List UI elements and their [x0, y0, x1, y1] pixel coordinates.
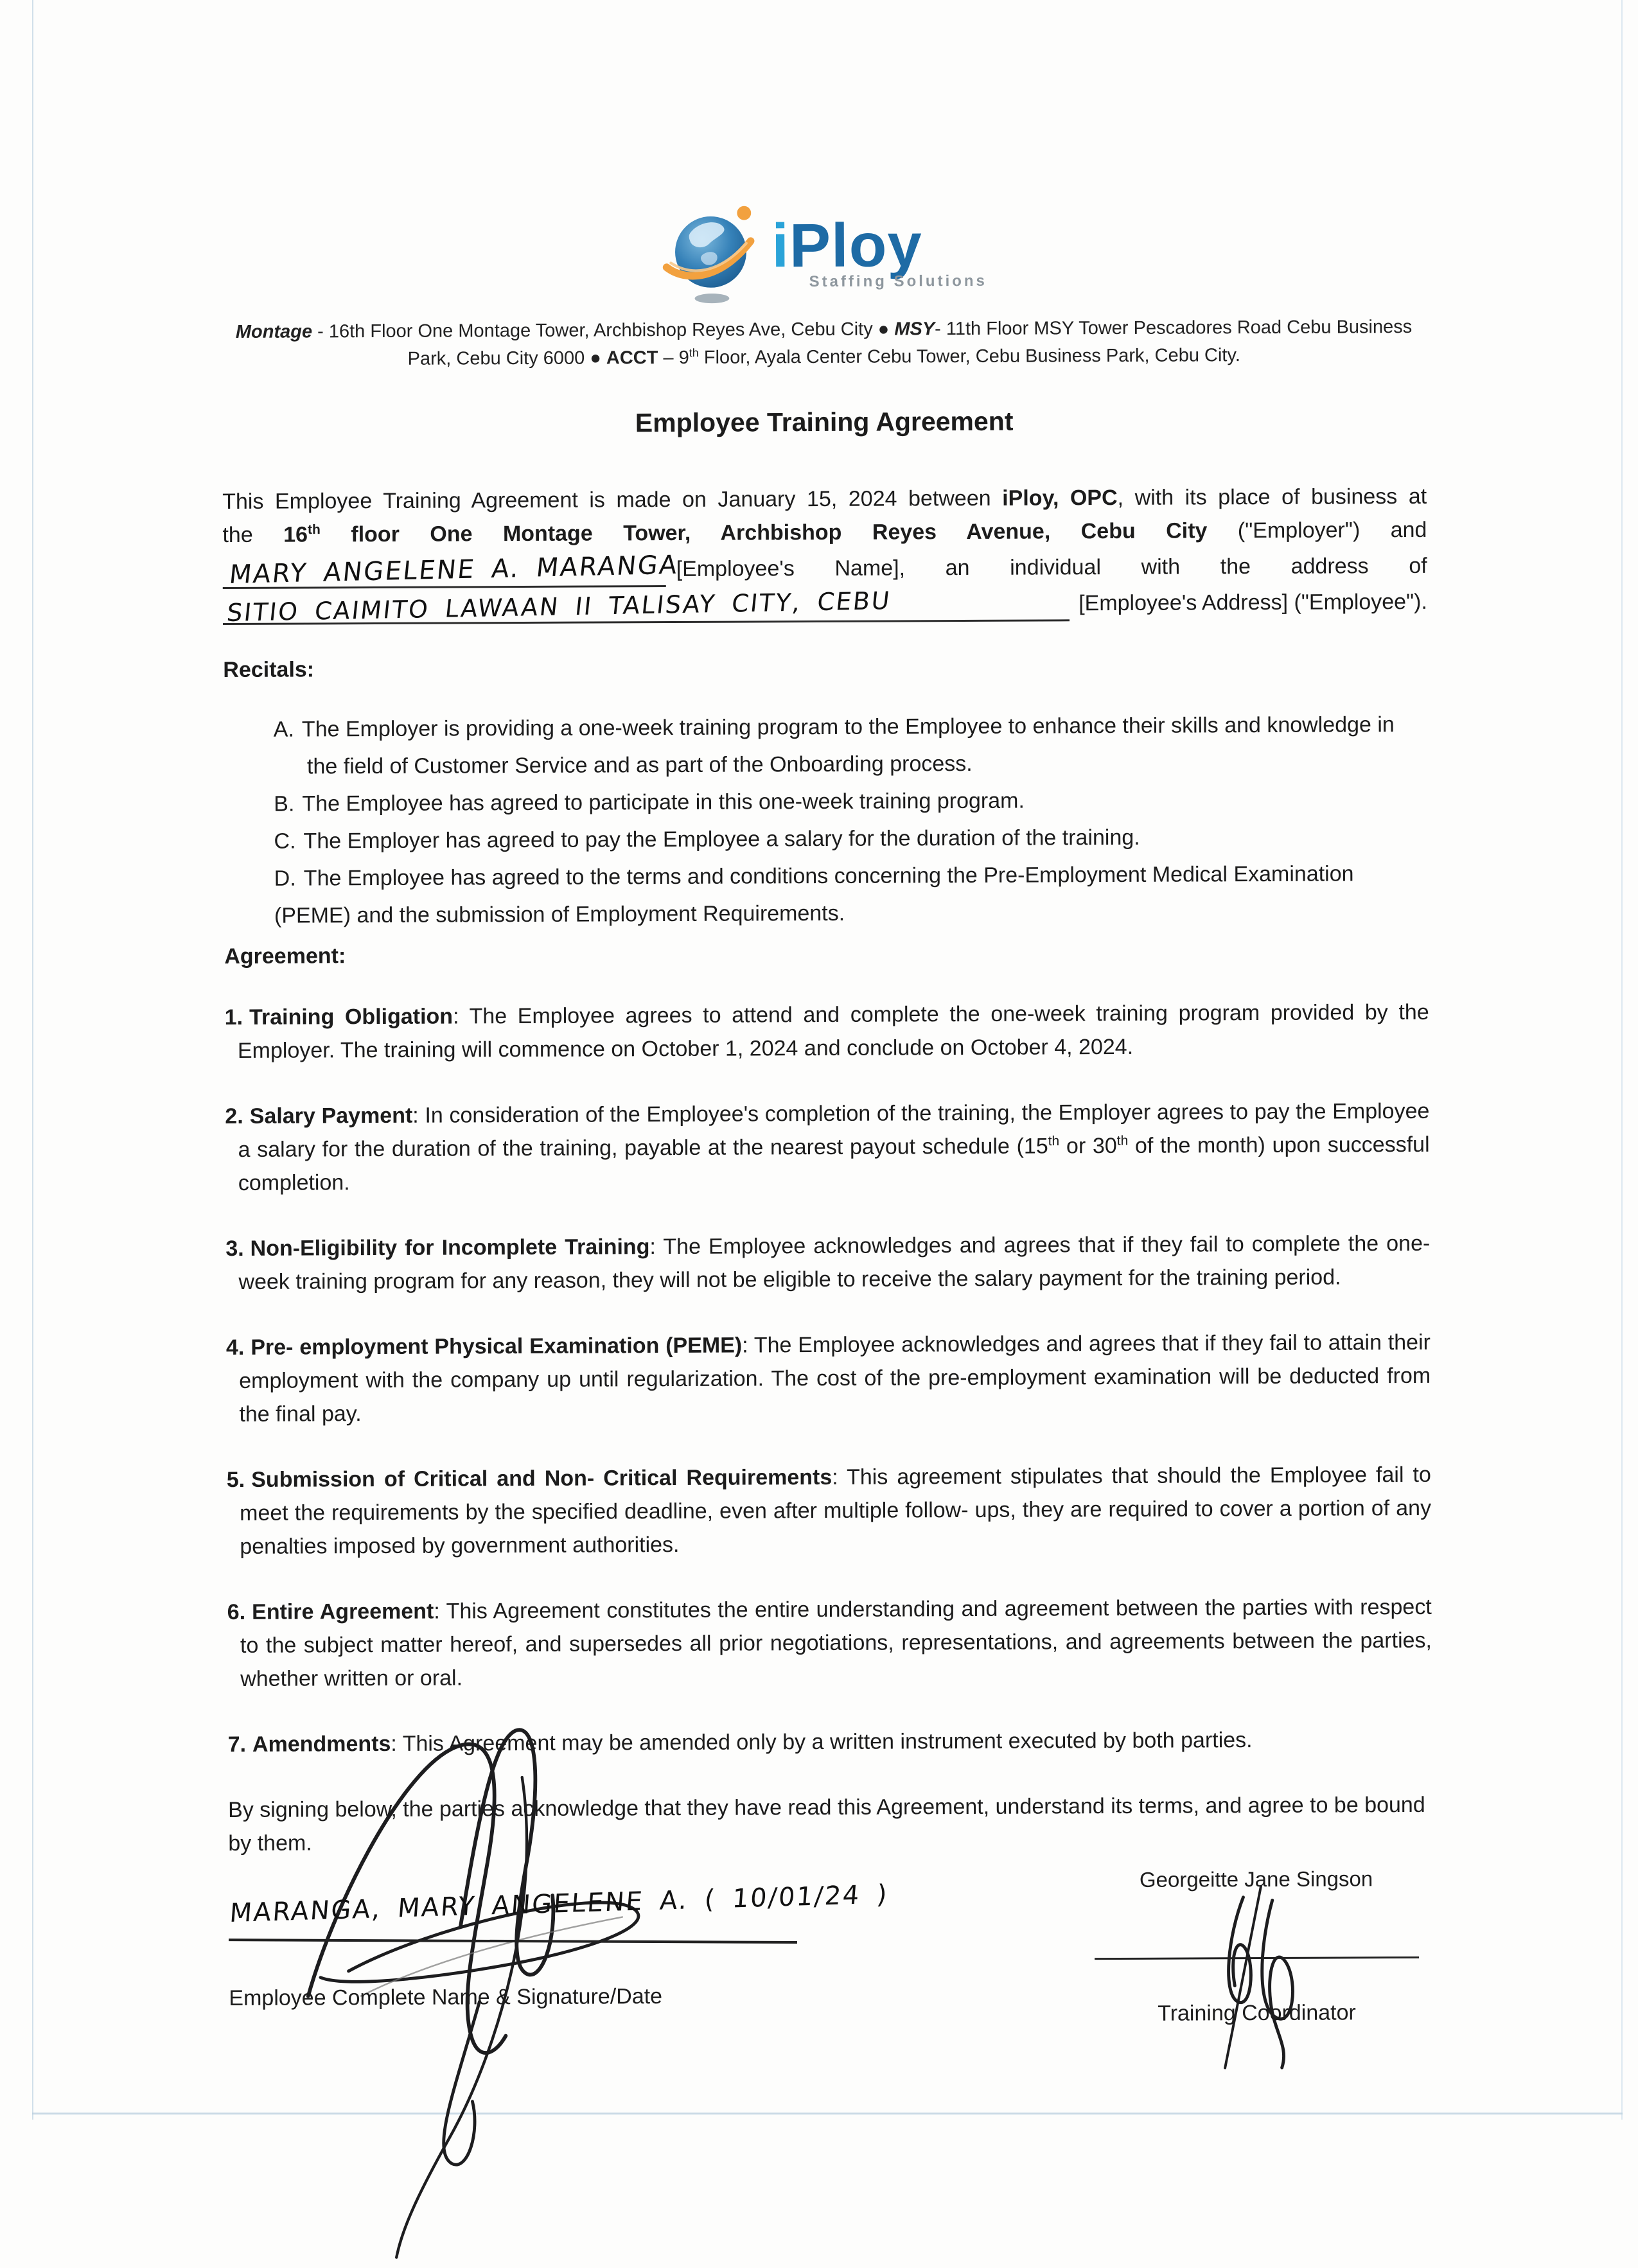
address-acct-superscript: th [689, 346, 699, 360]
intro-text: , with its place of business at [1117, 484, 1427, 510]
clause-body: : The Employee acknowledges and agrees that if they fail to attain their employment with the company up until regularization. The cost of the pre-employment examination will be deducted from the final pay. [239, 1330, 1431, 1427]
recital-item-d [274, 855, 1429, 935]
brand-text-block [771, 211, 987, 291]
clause-body: of the month) upon successful completion. [238, 1132, 1430, 1195]
handwritten-employee-name: MARY ANGELENE A. MARANGA [227, 550, 680, 590]
employee-signature-label: Employee Complete Name & Signature/Date [229, 1984, 663, 2011]
address-montage-text: - 16th Floor One Montage Tower, Archbishop Reyes Ave, Cebu City ● [312, 319, 895, 342]
brand-name [771, 211, 987, 281]
coordinator-signature-block [1076, 1860, 1437, 2105]
address-msy-label: MSY [894, 319, 935, 340]
recital-item-c [274, 818, 1428, 860]
recital-text: The Employee has agreed to the terms and conditions concerning the Pre-Employment Medical Examination (PEME) and the submission of Employment Requirements. [274, 861, 1354, 928]
header-address [222, 313, 1426, 374]
company-logo [221, 197, 1426, 311]
clause-title: Submission of Critical and Non- Critical Requirements [251, 1464, 832, 1492]
address-montage-label: Montage [235, 321, 313, 342]
document-title: Employee Training Agreement [635, 406, 1014, 438]
handwritten-employee-address: SITIO CAIMITO LAWAAN II TALISAY CITY, CEBU [225, 586, 893, 628]
intro-text: This Employee Training Agreement is made on January 15, 2024 between [222, 486, 1003, 514]
coordinator-name: Georgeitte Jane Singson [1139, 1867, 1373, 1892]
clause-requirements-submission [227, 1458, 1432, 1563]
address-msy-text: - 11th Floor MSY Tower Pescadores Road Cebu Business Park, Cebu City 6000 ● [407, 316, 1413, 369]
clause-number: 1. [224, 1005, 243, 1030]
employee-signature-scribble [272, 1700, 686, 2267]
clause-body: : This agreement stipulates that should the Employee fail to meet the requirements by the specified deadline, even after multiple follow- ups, they are required to cover a portion of any penalties imposed by government authorities. [239, 1462, 1432, 1559]
recital-label: C. [274, 829, 296, 854]
employee-address-caption: [Employee's Address] ("Employee"). [1079, 589, 1427, 616]
clause-body: : The Employee acknowledges and agrees that if they fail to complete the one-week training program for any reason, they will not be eligible to receive the salary payment for the training period. [238, 1231, 1431, 1294]
floor-superscript: th [307, 522, 321, 538]
clause-body: : The Employee agrees to attend and complete the one-week training program provided by the Employer. The training will commence on October 1, 2024 and conclude on October 4, 2024. [237, 999, 1429, 1063]
agreement-heading: Agreement: [224, 944, 346, 969]
clause-number: 2. [225, 1103, 243, 1129]
recital-text: The Employee has agreed to participate in this one-week training program. [302, 788, 1025, 816]
recital-label: D. [274, 866, 296, 891]
globe-logo-icon [660, 200, 768, 308]
clause-title: Salary Payment [249, 1103, 413, 1129]
clause-number: 5. [226, 1467, 245, 1493]
employee-name-row [223, 548, 1427, 589]
recital-item-b [274, 780, 1428, 823]
clause-training-obligation [225, 996, 1429, 1068]
clause-title: Pre- employment Physical Examination (PEME) [251, 1333, 743, 1360]
employee-address-row [223, 584, 1427, 628]
employee-address-blank-line [223, 585, 1070, 628]
address-acct-text: Floor, Ayala Center Cebu Tower, Cebu Business Park, Cebu City. [698, 345, 1240, 368]
employee-name-caption: [Employee's Name], an individual with the address of [676, 553, 1427, 581]
clause-number: 7. [227, 1732, 247, 1757]
floor-number-bold: 16 [283, 522, 308, 547]
brand-letter-i: i [771, 211, 790, 281]
coordinator-signature-label: Training Coordinator [1158, 2000, 1356, 2026]
address-acct-label: ACCT [606, 347, 658, 369]
clause-non-eligibility [225, 1227, 1430, 1299]
employee-name-blank-line [223, 550, 680, 590]
employer-name-bold: iPloy, OPC [1002, 485, 1118, 511]
address-acct-pre: – 9 [658, 347, 689, 369]
agreement-clauses [225, 996, 1432, 1761]
intro-text: ("Employer") and [1207, 517, 1427, 543]
recital-label: A. [273, 717, 294, 742]
employer-address-bold: floor One Montage Tower, Archbishop Reyes Avenue, Cebu City [320, 518, 1208, 547]
intro-paragraph [222, 480, 1427, 628]
clause-superscript: th [1048, 1134, 1060, 1149]
clause-body: : This Agreement may be amended only by a written instrument executed by both parties. [391, 1728, 1253, 1756]
recital-text: The Employer has agreed to pay the Employee a salary for the duration of the training. [303, 825, 1140, 854]
intro-line-2 [222, 513, 1427, 552]
recital-item-a [274, 706, 1428, 786]
clause-number: 4. [225, 1335, 245, 1360]
intro-text: the [222, 522, 284, 548]
recital-text: The Employer is providing a one-week training program to the Employee to enhance their skills and knowledge in the field of Customer Service and as part of the Onboarding process. [301, 712, 1395, 779]
clause-peme [226, 1326, 1431, 1431]
clause-salary-payment [225, 1094, 1430, 1200]
signature-section [228, 1860, 1434, 2109]
handwritten-name-and-date: MARANGA, MARY ANGELENE A. ( 10/01/24 ) [228, 1879, 890, 1929]
closing-paragraph: By signing below, the parties acknowledge that they have read this Agreement, understand its terms, and agree to be bound by them. [228, 1792, 1425, 1856]
clause-body: or 30 [1059, 1133, 1117, 1159]
clause-number: 6. [227, 1599, 246, 1625]
intro-line-1 [222, 480, 1427, 518]
clause-title: Amendments [252, 1731, 391, 1757]
recitals-heading: Recitals: [223, 657, 315, 683]
clause-title: Entire Agreement [252, 1599, 434, 1624]
clause-body: : In consideration of the Employee's completion of the training, the Employer agrees to pay the Employee a salary for the duration of the training, payable at the nearest payout schedule (15 [238, 1098, 1430, 1162]
clause-superscript: th [1116, 1133, 1129, 1148]
brand-tagline: Staffing Solutions [809, 272, 987, 291]
clause-entire-agreement [227, 1590, 1432, 1696]
coordinator-signature-scribble [1183, 1881, 1328, 2078]
recitals-list [274, 706, 1429, 935]
recital-label: B. [274, 791, 295, 816]
clause-body: : This Agreement constitutes the entire understanding and agreement between the parties with respect to the subject matter hereof, and supersedes all prior negotiations, representations, and agreements between the parties, whether written or oral. [240, 1594, 1432, 1691]
brand-rest: Ploy [789, 211, 922, 281]
employee-signature-block [228, 1863, 890, 2109]
clause-title: Non-Eligibility for Incomplete Training [250, 1235, 650, 1261]
clause-title: Training Obligation [249, 1004, 454, 1030]
clause-number: 3. [225, 1236, 244, 1261]
